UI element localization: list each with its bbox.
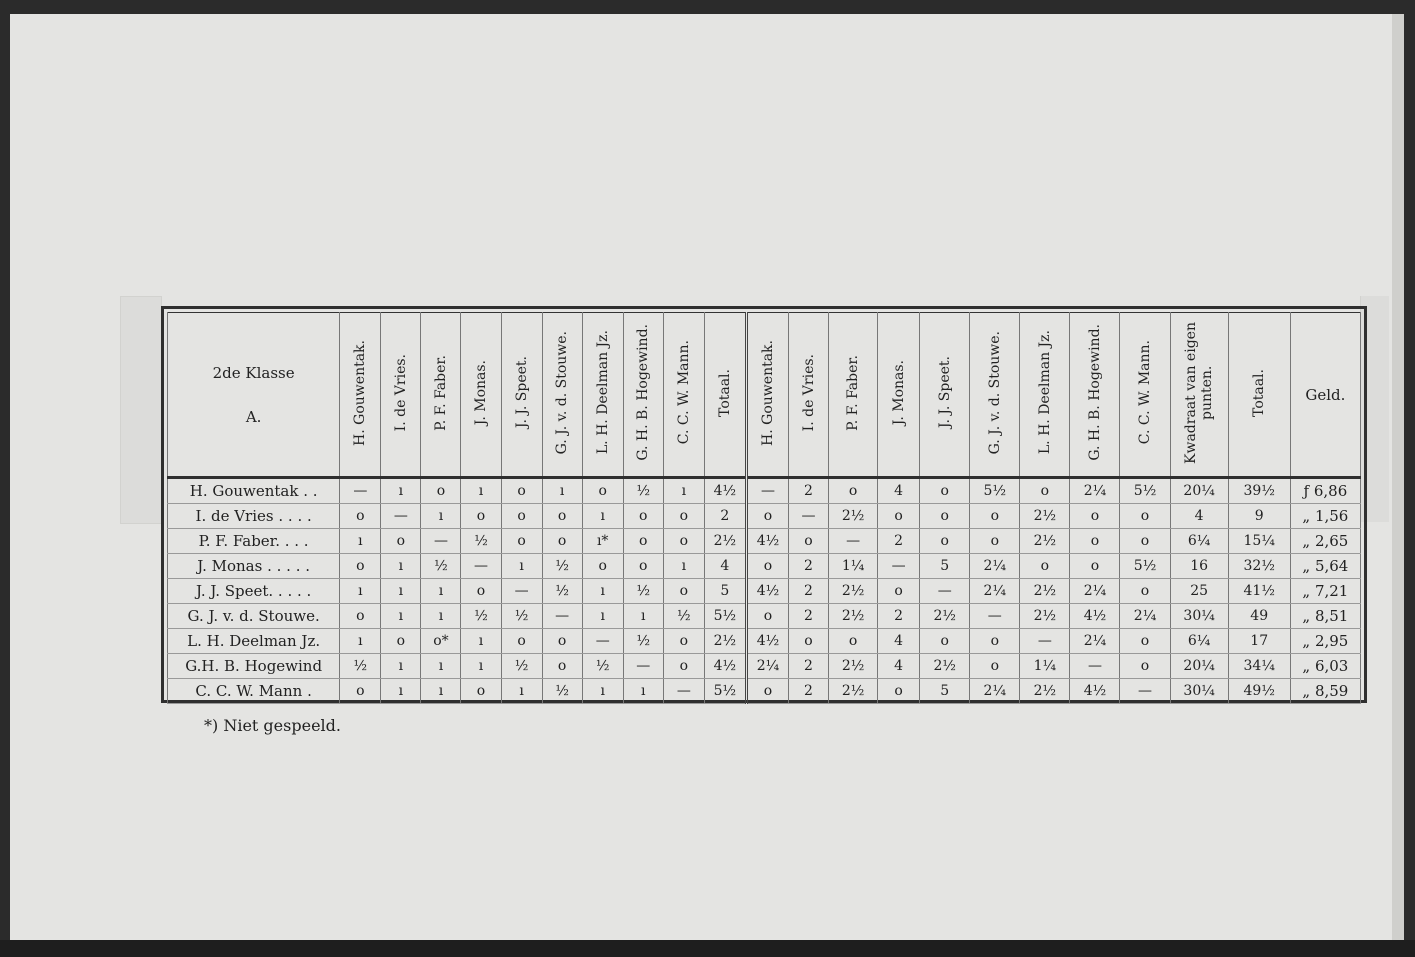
column-header <box>878 313 920 478</box>
score-cell: 4 <box>878 654 920 679</box>
table-row <box>168 604 1361 629</box>
score-cell: o <box>542 504 582 529</box>
score-cell: 20¼ <box>1170 654 1228 679</box>
score-cell: 2¼ <box>970 554 1020 579</box>
score-cell: — <box>623 654 663 679</box>
score-cell: o <box>746 604 788 629</box>
score-cell: 2 <box>788 478 828 504</box>
score-cell: ı <box>582 579 623 604</box>
table-row <box>168 679 1361 704</box>
table-row <box>168 478 1361 504</box>
column-header <box>788 313 828 478</box>
score-cell: ½ <box>542 579 582 604</box>
column-header-label: G. J. v. d. Stouwe. <box>554 330 571 455</box>
score-cell: ı <box>461 478 501 504</box>
score-cell: ½ <box>461 529 501 554</box>
score-cell: o <box>340 604 381 629</box>
class-sub: A. <box>245 407 262 426</box>
column-header-label: I. de Vries. <box>392 353 409 432</box>
score-cell: o <box>623 554 663 579</box>
score-cell: ½ <box>542 554 582 579</box>
score-cell: 2¼ <box>1070 478 1120 504</box>
score-cell: ı <box>381 554 421 579</box>
score-cell: o <box>663 529 704 554</box>
score-cell: o <box>663 654 704 679</box>
column-header <box>1070 313 1120 478</box>
score-cell: ½ <box>623 478 663 504</box>
score-cell: — <box>381 504 421 529</box>
score-cell: ı <box>421 654 461 679</box>
column-header-label: C. C. W. Mann. <box>1137 340 1154 445</box>
score-cell: 2½ <box>1020 504 1070 529</box>
score-cell: — <box>970 604 1020 629</box>
score-cell: o <box>663 504 704 529</box>
score-cell: 2½ <box>920 604 970 629</box>
score-cell: 1¼ <box>1020 654 1070 679</box>
column-header-label: I. de Vries. <box>800 353 817 432</box>
score-cell: ı <box>340 629 381 654</box>
score-cell: — <box>878 554 920 579</box>
score-cell: 6¼ <box>1170 629 1228 654</box>
score-cell: 2 <box>788 679 828 704</box>
column-header <box>501 313 542 478</box>
score-cell: 4½ <box>1070 679 1120 704</box>
column-header-label: J. J. Speet. <box>936 356 953 429</box>
score-cell: — <box>461 554 501 579</box>
score-cell: 2 <box>878 604 920 629</box>
score-cell: 2½ <box>829 504 878 529</box>
score-cell: o <box>920 629 970 654</box>
score-cell: — <box>1070 654 1120 679</box>
score-cell: 4½ <box>704 478 746 504</box>
score-cell: o <box>542 629 582 654</box>
table-row <box>168 504 1361 529</box>
geld-cell: „ 8,59 <box>1290 679 1360 704</box>
score-cell: 5½ <box>704 604 746 629</box>
score-cell: o <box>746 504 788 529</box>
score-cell: o <box>1070 504 1120 529</box>
player-name: H. Gouwentak . . <box>168 478 340 504</box>
score-cell: o <box>461 679 501 704</box>
score-cell: — <box>542 604 582 629</box>
score-cell: 2½ <box>829 579 878 604</box>
score-cell: o <box>970 529 1020 554</box>
column-header-label: Totaal. <box>716 368 733 417</box>
score-cell: ı <box>582 504 623 529</box>
score-cell: ı <box>582 679 623 704</box>
score-cell: ı <box>663 478 704 504</box>
geld-cell: „ 7,21 <box>1290 579 1360 604</box>
score-cell: o <box>788 529 828 554</box>
score-cell: 2½ <box>920 654 970 679</box>
column-header-label: L. H. Deelman Jz. <box>1036 330 1053 455</box>
score-cell: ı <box>461 654 501 679</box>
score-cell: o <box>878 504 920 529</box>
geld-cell: „ 2,65 <box>1290 529 1360 554</box>
score-cell: 2 <box>704 504 746 529</box>
score-cell: ı <box>340 529 381 554</box>
column-header <box>421 313 461 478</box>
player-name: L. H. Deelman Jz. <box>168 629 340 654</box>
score-cell: o <box>970 504 1020 529</box>
score-cell: 2½ <box>829 604 878 629</box>
score-cell: ı <box>582 604 623 629</box>
player-name: P. F. Faber. . . . <box>168 529 340 554</box>
geld-cell: „ 8,51 <box>1290 604 1360 629</box>
score-cell: 4½ <box>746 529 788 554</box>
score-cell: ı <box>381 604 421 629</box>
score-cell: 5½ <box>1120 554 1170 579</box>
class-heading <box>168 313 340 478</box>
score-cell: 5 <box>704 579 746 604</box>
results-table-frame <box>161 306 1367 703</box>
score-cell: 49 <box>1228 604 1290 629</box>
score-cell: 4½ <box>704 654 746 679</box>
score-cell: o <box>623 504 663 529</box>
score-cell: ı <box>421 679 461 704</box>
table-row <box>168 654 1361 679</box>
column-header-label: G. H. B. Hogewind. <box>1086 324 1103 461</box>
score-cell: ½ <box>542 679 582 704</box>
player-name: J. Monas . . . . . <box>168 554 340 579</box>
player-name: J. J. Speet. . . . . <box>168 579 340 604</box>
score-cell: 20¼ <box>1170 478 1228 504</box>
score-cell: 1¼ <box>829 554 878 579</box>
score-cell: o <box>920 478 970 504</box>
column-header-label: Geld. <box>1305 385 1346 404</box>
score-cell: 2½ <box>704 629 746 654</box>
page-edge <box>1392 14 1404 942</box>
score-cell: o <box>1120 529 1170 554</box>
column-header-label: P. F. Faber. <box>845 354 862 431</box>
score-cell: o <box>501 529 542 554</box>
player-name: C. C. W. Mann . <box>168 679 340 704</box>
score-cell: o <box>340 554 381 579</box>
score-cell: 4½ <box>1070 604 1120 629</box>
score-cell: ı <box>663 554 704 579</box>
score-cell: 2¼ <box>746 654 788 679</box>
score-cell: 30¼ <box>1170 604 1228 629</box>
score-cell: ı <box>542 478 582 504</box>
score-cell: o <box>1120 654 1170 679</box>
column-header <box>340 313 381 478</box>
column-header <box>623 313 663 478</box>
score-cell: ½ <box>623 629 663 654</box>
column-header <box>582 313 623 478</box>
score-cell: o <box>1070 554 1120 579</box>
score-cell: 34¼ <box>1228 654 1290 679</box>
score-cell: o <box>663 579 704 604</box>
score-cell: 4 <box>1170 504 1228 529</box>
score-cell: — <box>663 679 704 704</box>
column-header <box>970 313 1020 478</box>
column-header <box>1020 313 1070 478</box>
score-cell: ı <box>421 504 461 529</box>
score-cell: ı <box>623 679 663 704</box>
score-cell: ½ <box>501 604 542 629</box>
score-cell: — <box>582 629 623 654</box>
score-cell: 5½ <box>704 679 746 704</box>
score-cell: o <box>340 504 381 529</box>
column-header <box>829 313 878 478</box>
score-cell: o <box>1120 629 1170 654</box>
score-cell: — <box>788 504 828 529</box>
table-row <box>168 579 1361 604</box>
column-header-label: C. C. W. Mann. <box>675 340 692 445</box>
score-cell: — <box>746 478 788 504</box>
column-header <box>461 313 501 478</box>
score-cell: — <box>1120 679 1170 704</box>
score-cell: 2 <box>788 604 828 629</box>
score-cell: ½ <box>663 604 704 629</box>
score-cell: ½ <box>340 654 381 679</box>
score-cell: ı <box>381 654 421 679</box>
bleed-through-left <box>120 296 162 524</box>
score-cell: ı <box>421 604 461 629</box>
column-header <box>1290 313 1360 478</box>
score-cell: 2½ <box>1020 604 1070 629</box>
score-cell: 4½ <box>746 579 788 604</box>
column-header-label: J. Monas. <box>890 359 907 426</box>
score-cell: — <box>829 529 878 554</box>
header-row <box>168 313 1361 478</box>
score-cell: 9 <box>1228 504 1290 529</box>
score-cell: o <box>1120 504 1170 529</box>
score-cell: o <box>381 629 421 654</box>
player-name: I. de Vries . . . . <box>168 504 340 529</box>
score-cell: o <box>829 478 878 504</box>
score-cell: o <box>970 629 1020 654</box>
score-cell: 2½ <box>1020 529 1070 554</box>
score-cell: — <box>1020 629 1070 654</box>
player-name: G. J. v. d. Stouwe. <box>168 604 340 629</box>
score-cell: — <box>340 478 381 504</box>
score-cell: o <box>542 654 582 679</box>
score-cell: o* <box>421 629 461 654</box>
score-cell: 2 <box>788 654 828 679</box>
score-cell: o <box>746 554 788 579</box>
score-cell: 5½ <box>1120 478 1170 504</box>
column-header-label: Totaal. <box>1251 368 1268 417</box>
score-cell: 30¼ <box>1170 679 1228 704</box>
score-cell: 4 <box>878 629 920 654</box>
column-header-label: G. H. B. Hogewind. <box>635 324 652 461</box>
table-row <box>168 629 1361 654</box>
player-name: G.H. B. Hogewind <box>168 654 340 679</box>
score-cell: 39½ <box>1228 478 1290 504</box>
column-header <box>663 313 704 478</box>
score-cell: 2¼ <box>1070 579 1120 604</box>
score-cell: ½ <box>421 554 461 579</box>
score-cell: 5 <box>920 554 970 579</box>
score-cell: 2 <box>878 529 920 554</box>
column-header <box>1170 313 1228 478</box>
score-cell: o <box>582 554 623 579</box>
score-cell: ı <box>421 579 461 604</box>
score-cell: 15¼ <box>1228 529 1290 554</box>
score-cell: o <box>381 529 421 554</box>
column-header <box>746 313 788 478</box>
score-cell: o <box>970 654 1020 679</box>
column-header <box>1228 313 1290 478</box>
score-cell: 2½ <box>1020 579 1070 604</box>
score-cell: 2 <box>788 579 828 604</box>
score-cell: o <box>340 679 381 704</box>
score-cell: o <box>542 529 582 554</box>
score-cell: o <box>501 504 542 529</box>
column-header <box>381 313 421 478</box>
score-cell: 2¼ <box>1070 629 1120 654</box>
score-cell: 2½ <box>829 679 878 704</box>
score-cell: 4 <box>704 554 746 579</box>
score-cell: o <box>663 629 704 654</box>
geld-cell: „ 2,95 <box>1290 629 1360 654</box>
score-cell: 16 <box>1170 554 1228 579</box>
class-label: 2de Klasse <box>212 363 295 382</box>
score-cell: ı <box>381 679 421 704</box>
score-cell: o <box>461 579 501 604</box>
score-cell: o <box>421 478 461 504</box>
score-cell: ı <box>381 478 421 504</box>
column-header-label: Kwadraat van eigen punten. <box>1183 321 1216 464</box>
score-cell: ½ <box>582 654 623 679</box>
score-cell: 2½ <box>1020 679 1070 704</box>
geld-cell: „ 6,03 <box>1290 654 1360 679</box>
score-cell: ı <box>381 579 421 604</box>
score-cell: 4 <box>878 478 920 504</box>
score-cell: 2½ <box>704 529 746 554</box>
score-cell: o <box>1070 529 1120 554</box>
column-header-label: G. J. v. d. Stouwe. <box>986 330 1003 455</box>
column-header <box>542 313 582 478</box>
score-cell: o <box>582 478 623 504</box>
table-row <box>168 529 1361 554</box>
column-header-label: J. J. Speet. <box>513 356 530 429</box>
column-header-label: L. H. Deelman Jz. <box>594 330 611 455</box>
score-cell: 49½ <box>1228 679 1290 704</box>
score-cell: 5½ <box>970 478 1020 504</box>
score-cell: 2¼ <box>970 579 1020 604</box>
score-cell: o <box>920 529 970 554</box>
geld-cell: ƒ 6,86 <box>1290 478 1360 504</box>
footnote: *) Niet gespeeld. <box>204 716 341 735</box>
score-cell: o <box>1120 579 1170 604</box>
score-cell: 2 <box>788 554 828 579</box>
score-cell: o <box>788 629 828 654</box>
geld-cell: „ 1,56 <box>1290 504 1360 529</box>
score-cell: ı <box>623 604 663 629</box>
score-cell: o <box>461 504 501 529</box>
bottom-bar <box>0 940 1415 957</box>
score-cell: 6¼ <box>1170 529 1228 554</box>
table-row <box>168 554 1361 579</box>
column-header <box>920 313 970 478</box>
score-cell: ½ <box>461 604 501 629</box>
score-cell: o <box>623 529 663 554</box>
column-header-label: H. Gouwentak. <box>352 339 369 446</box>
score-cell: 2¼ <box>1120 604 1170 629</box>
column-header-label: P. F. Faber. <box>432 354 449 431</box>
score-cell: o <box>746 679 788 704</box>
score-cell: ı <box>501 554 542 579</box>
score-cell: — <box>421 529 461 554</box>
score-cell: o <box>501 478 542 504</box>
score-cell: 32½ <box>1228 554 1290 579</box>
score-cell: 25 <box>1170 579 1228 604</box>
score-cell: 41½ <box>1228 579 1290 604</box>
score-cell: o <box>1020 554 1070 579</box>
column-header <box>1120 313 1170 478</box>
score-cell: 17 <box>1228 629 1290 654</box>
score-cell: — <box>920 579 970 604</box>
score-cell: ı* <box>582 529 623 554</box>
column-header <box>704 313 746 478</box>
score-cell: 4½ <box>746 629 788 654</box>
score-cell: o <box>920 504 970 529</box>
score-cell: o <box>829 629 878 654</box>
score-cell: 2¼ <box>970 679 1020 704</box>
column-header-label: J. Monas. <box>473 359 489 426</box>
score-cell: 2½ <box>829 654 878 679</box>
score-cell: ½ <box>623 579 663 604</box>
score-cell: o <box>501 629 542 654</box>
score-cell: ı <box>340 579 381 604</box>
score-cell: ı <box>461 629 501 654</box>
score-cell: ½ <box>501 654 542 679</box>
score-cell: 5 <box>920 679 970 704</box>
score-cell: o <box>1020 478 1070 504</box>
column-header-label: H. Gouwentak. <box>759 339 776 446</box>
score-cell: ı <box>501 679 542 704</box>
results-table <box>167 312 1361 704</box>
score-cell: — <box>501 579 542 604</box>
score-cell: o <box>878 679 920 704</box>
score-cell: o <box>878 579 920 604</box>
table-body <box>168 478 1361 704</box>
geld-cell: „ 5,64 <box>1290 554 1360 579</box>
